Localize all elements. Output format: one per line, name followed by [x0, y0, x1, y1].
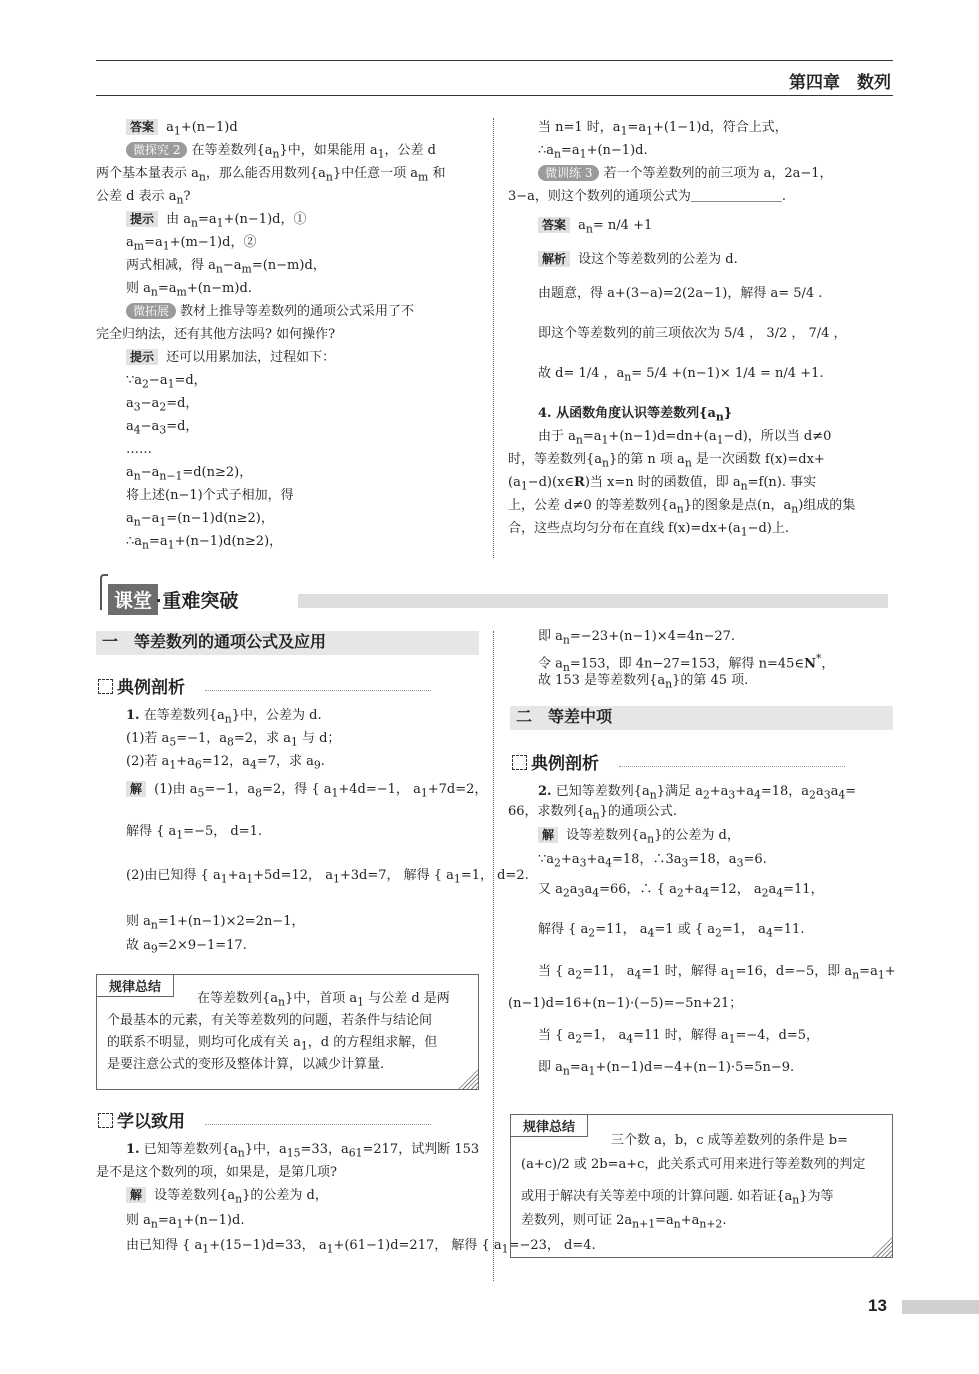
top-right-line: 时，等差数列$\{a_n\}$的第 n 项 $a_n$ 是一次函数 f(x)=dx+	[508, 452, 825, 470]
top-left-line: $a_4-a_3=d$，	[126, 419, 199, 437]
practice1-line: 则 $a_n=a_1+(n-1)d$.	[126, 1213, 245, 1231]
summary1-line: 是要注意公式的变形及整体计算，以减少计算量.	[107, 1057, 385, 1072]
example-1	[96, 706, 529, 966]
right-mid-line: 即 $a_n=-23+(n-1)\times 4=4n-27$.	[538, 629, 736, 647]
right-mid-line: 故 153 是等差数列$\{a_n\}$的第 45 项.	[538, 673, 749, 691]
summary1-line: 在等差数列$\{a_n\}$中，首项 $a_1$ 与公差 d 是两	[197, 991, 450, 1009]
top-left-column	[96, 118, 481, 558]
top-left-line: $\because a_2-a_1=d$，	[126, 373, 207, 391]
top-left-line: 答案 $a_1+(n-1)d$	[126, 118, 238, 142]
summary2-line: 三个数 a，b，c 成等差数列的条件是 b=	[611, 1133, 848, 1148]
summary-box-1	[96, 974, 479, 1090]
top-left-line: 公差 d 表示 $a_n$?	[96, 189, 191, 207]
summary-box-2	[510, 1114, 893, 1258]
ex2-line: 2. 已知等差数列$\{a_n\}$满足 $a_2+a_3+a_4=18$，$a_2a_3a_4=$	[538, 784, 857, 802]
example-subheading-2	[512, 749, 599, 774]
subheading-box-icon	[512, 755, 527, 770]
ex2-line: 解得 { $a_2=11$， $a_4=1$ 或 { $a_2=1$， $a_4=11$.	[538, 922, 805, 940]
top-left-line: 提示 还可以用累加法，过程如下：	[126, 348, 335, 368]
ex1-line: (2)由已知得 { $a_1+a_1+5d=12$， $a_1+3d=7$， 解得 { $a_1=1$， d=2.	[126, 868, 529, 886]
ex2-line: 即 $a_n=a_1+(n-1)d=-4+(n-1)\cdot 5=5n-9$.	[538, 1060, 795, 1078]
top-right-line: $(a_1-d)(x\in R)$当 x=n 时的函数值，即 $a_n=f(n)$. 事实	[508, 475, 817, 493]
top-left-line: $a_n-a_{n-1}=d(n\ge 2)$，	[126, 465, 253, 483]
practice-1	[96, 1140, 596, 1290]
header-rule-bottom	[96, 95, 893, 96]
ex2-line: 又 $a_2a_3a_4=66$，∴ { $a_2+a_4=12$， $a_2a_4=11$，	[538, 882, 824, 900]
top-right-line: 4. 从函数角度认识等差数列$\{a_n\}$	[538, 406, 733, 424]
banner-bracket	[100, 574, 108, 610]
ex1-line: 1. 在等差数列$\{a_n\}$中，公差为 d.	[126, 708, 322, 726]
practice1-line: 1. 已知等差数列$\{a_n\}$中，$a_{15}=33$，$a_{61}=217$，试判断 153	[126, 1142, 480, 1160]
top-left-line: 提示 由 $a_n=a_1+(n-1)d$，①	[126, 210, 306, 234]
top-right-line: 合，这些点均匀分布在直线 $f(x)=dx+(a_1-d)$上.	[508, 521, 789, 539]
top-right-line: 故 d= 1/4 ，$a_n= 5/4 +(n-1)\times 1/4 = n/4 +1$.	[538, 366, 824, 384]
practice-subheading-label: 学以致用	[117, 1112, 185, 1131]
ex2-line: 当 { $a_2=11$， $a_4=1$ 时，解得 $a_1=16$，d=−5，即 $a_n=a_1+$	[538, 964, 896, 982]
practice1-line: 是不是这个数列的项，如果是，是第几项?	[96, 1165, 337, 1180]
practice-subheading	[98, 1107, 185, 1132]
example-2	[508, 782, 896, 1107]
top-left-line: ……	[126, 442, 152, 457]
top-left-line: $a_3-a_2=d$，	[126, 396, 199, 414]
top-left-line: $\therefore a_n=a_1+(n-1)d(n\ge 2)$，	[126, 534, 283, 552]
example-subheading-label: 典例剖析	[117, 678, 185, 697]
topic-2-title: 等差中项	[548, 709, 613, 726]
top-right-line: 3−a，则这个数列的通项公式为＿＿＿＿＿＿＿.	[508, 189, 787, 204]
ex2-line: 66，求数列$\{a_n\}$的通项公式.	[508, 804, 677, 822]
summary2-line: (a+c)/2 或 2b=a+c，此关系式可用来进行等差数列的判定	[521, 1157, 866, 1172]
banner-bar	[298, 594, 888, 608]
topic-1-title: 等差数列的通项公式及应用	[134, 634, 327, 651]
top-left-line: 则 $a_n=a_m+(n-m)d$.	[126, 281, 252, 299]
page-number: 13	[868, 1296, 887, 1315]
topic-1-heading	[96, 631, 479, 655]
top-left-line: 两式相减，得 $a_n-a_m=(n-m)d$，	[126, 258, 326, 276]
top-left-line: $a_m=a_1+(m-1)d$，②	[126, 235, 257, 253]
subheading-dotline	[619, 766, 845, 767]
summary-label-1: 规律总结	[96, 974, 174, 997]
summary1-line: 的联系不明显，则均可化成有关 $a_1$，d 的方程组求解，但	[107, 1035, 438, 1053]
subheading-box-icon	[98, 1113, 113, 1128]
ex1-line: (1)若 $a_5=-1$，$a_8=2$，求 $a_1$ 与 d；	[126, 731, 341, 749]
practice-1-continued	[508, 627, 893, 693]
subheading-dotline	[205, 690, 431, 691]
header-rule-top	[96, 60, 893, 61]
ex2-line: 解 设等差数列$\{a_n\}$的公差为 d，	[538, 826, 740, 850]
summary-text-2	[521, 1131, 886, 1251]
subheading-dotline	[205, 1124, 431, 1125]
top-left-line: 两个基本量表示 $a_n$，那么能否用数列$\{a_n\}$中任意一项 $a_m$ 和	[96, 166, 446, 184]
top-left-line: 完全归纳法，还有其他方法吗? 如何操作?	[96, 327, 336, 342]
example-subheading-1	[98, 673, 185, 698]
banner-title: ·重难突破	[156, 591, 239, 612]
ex2-line: $\because a_2+a_3+a_4=18$，$\therefore 3a_3=18$，$a_3=6$.	[538, 852, 767, 870]
column-divider-top	[493, 118, 494, 558]
section-banner	[100, 584, 890, 614]
top-right-line: $\therefore a_n=a_1+(n-1)d$.	[538, 143, 648, 161]
top-right-line: 当 n=1 时，$a_1=a_1+(1-1)d$，符合上式，	[538, 120, 788, 138]
top-left-line: 微拓展 教材上推导等差数列的通项公式采用了不	[126, 302, 414, 322]
chapter-title: 第四章 数列	[789, 73, 891, 92]
practice1-line: 由已知得 { $a_1+(15-1)d=33$， $a_1+(61-1)d=217$， 解得 { $a_1=-23$， d=4.	[126, 1238, 596, 1256]
summary1-line: 个最基本的元素，有关等差数列的问题，若条件与结论间	[107, 1013, 433, 1028]
right-mid-line: 令 $a_n=153$，即 4n−27=153，解得 n=45∈N*，	[538, 652, 835, 674]
summary2-line: 差数列，则可证 $2a_{n+1}=a_n+a_{n+2}$.	[521, 1213, 727, 1231]
top-right-line: 由于 $a_n=a_1+(n-1)d=dn+(a_1-d)$，所以当 d≠0	[538, 429, 832, 447]
ex2-line: 当 { $a_2=1$， $a_4=11$ 时，解得 $a_1=-4$，d=5，	[538, 1028, 820, 1046]
column-divider-bottom	[493, 631, 494, 1281]
topic-1-number: 一	[102, 634, 119, 651]
top-right-line: 答案 $a_n= n/4 +1$	[538, 216, 652, 240]
summary-label-2: 规律总结	[510, 1114, 588, 1137]
practice1-line: 解 设等差数列$\{a_n\}$的公差为 d，	[126, 1186, 328, 1210]
top-right-line: 即这个等差数列的前三项依次为 5/4 ， 3/2 ， 7/4 ，	[538, 326, 847, 341]
footer-bar	[902, 1300, 979, 1314]
ex1-line: (2)若 $a_1+a_6=12$，$a_4=7$，求 $a_9$.	[126, 754, 325, 772]
ex1-line: 则 $a_n=1+(n-1)\times 2=2n-1$，	[126, 914, 305, 932]
example-subheading-label: 典例剖析	[531, 754, 599, 773]
ex1-line: 解得 { $a_1=-5$， d=1.	[126, 824, 262, 842]
top-left-line: $a_n-a_1=(n-1)d(n\ge 2)$，	[126, 511, 274, 529]
banner-tag: 课堂	[108, 584, 158, 615]
ex1-line: 解 (1)由 $a_5=-1$，$a_8=2$，得 { $a_1+4d=-1$， $a_1+7d=2$，	[126, 780, 487, 804]
ex1-line: 故 $a_9=2\times 9-1=17$.	[126, 938, 247, 956]
top-right-line: 由题意，得 a+(3−a)=2(2a−1)，解得 a= 5/4 .	[538, 286, 823, 301]
top-right-column	[508, 118, 893, 538]
ex2-line: (n−1)d=16+(n−1)·(−5)=−5n+21；	[508, 996, 743, 1011]
top-right-line: 解析 设这个等差数列的公差为 d.	[538, 250, 738, 270]
summary2-line: 或用于解决有关等差中项的计算问题. 如若证$\{a_n\}$为等	[521, 1189, 834, 1207]
top-left-line: 微探究 2 在等差数列$\{a_n\}$中，如果能用 $a_1$，公差 d	[126, 141, 436, 165]
summary-text-1	[107, 989, 472, 1085]
top-left-line: 将上述(n−1)个式子相加，得	[126, 488, 294, 503]
topic-2-number: 二	[516, 709, 533, 726]
top-right-line: 上，公差 d≠0 的等差数列$\{a_n\}$的图象是点(n，$a_n$)组成的集	[508, 498, 856, 516]
top-right-line: 微训练 3 若一个等差数列的前三项为 a，2a−1，	[538, 164, 833, 184]
subheading-box-icon	[98, 679, 113, 694]
topic-2-heading	[510, 706, 893, 730]
